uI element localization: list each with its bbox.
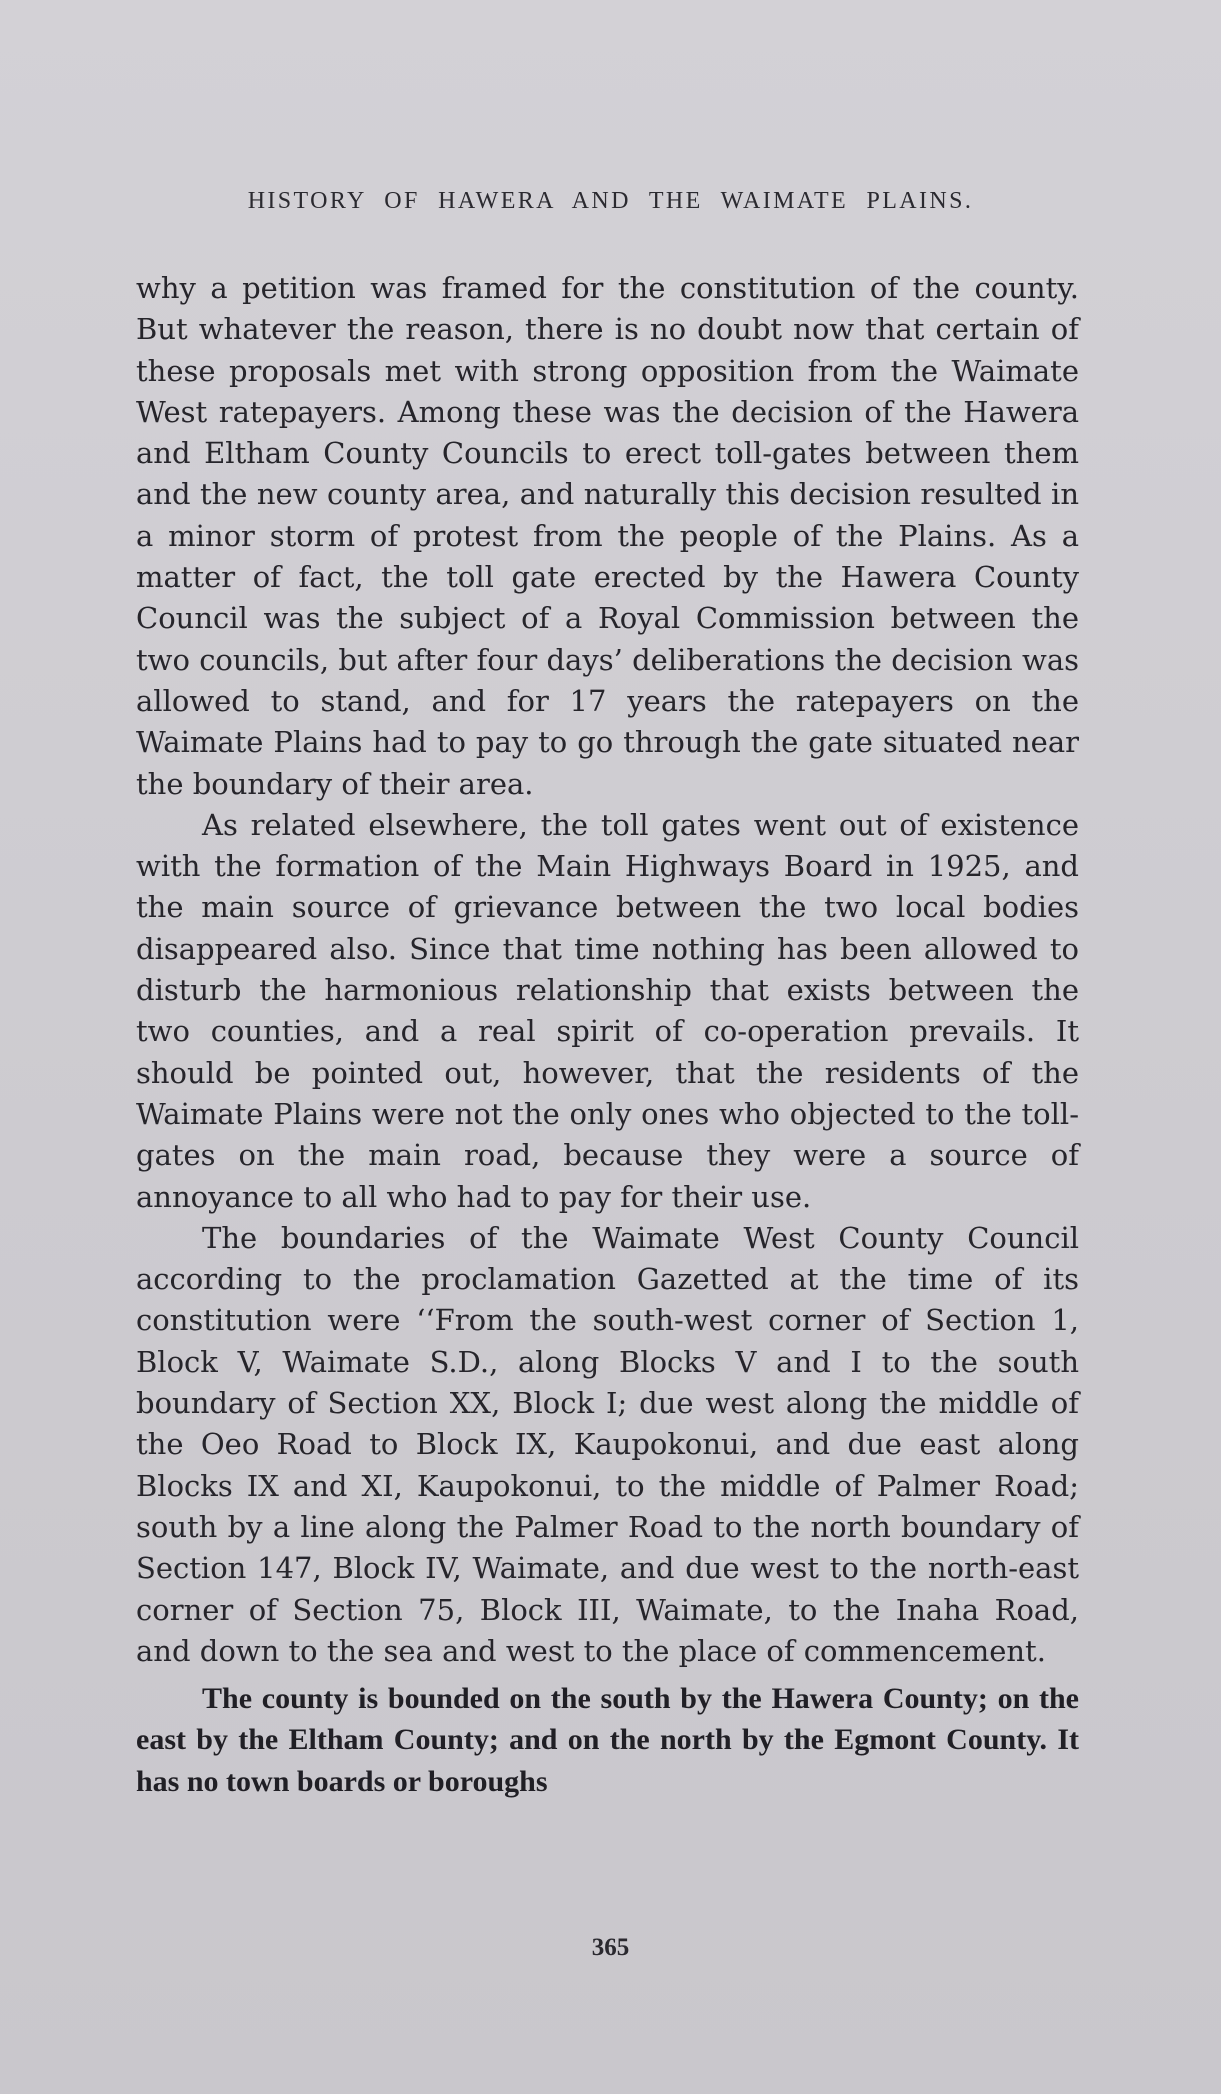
paragraph-county-bounds: The county is bounded on the south by the Hawera County; on the east by the Eltham County; and on the north by the Egmont County. It has no town boards or boroughs (136, 1682, 1079, 1798)
page-number: 365 (591, 1934, 630, 1961)
paragraph-continued: why a petition was framed for the constitution of the county. But whatever the reason, there is no doubt now that certain of these proposals met with strong opposition from the Waimate West ratepayers. Among these was the decision of the Hawera and Eltham County Councils to erect toll-gates between them and the new county area, and naturally this decision resulted in a minor storm of protest from the people of the Plains. As a matter of fact, the toll gate erected by the Hawera County Council was the subject of a Royal Commission between the two councils, but after four days’ deliberations the decision was allowed to stand, and for 17 years the ratepayers on the Waimate Plains had to pay to go through the gate situated near the boundary of their area. (136, 271, 1079, 801)
paragraph-boundaries: The boundaries of the Waimate West County Council according to the proclamation Gazetted at the time of its constitution were ‘‘From the south-west corner of Section 1, Block V, Waimate S.D., along Blocks V and I to the south boundary of Section XX, Block I; due west along the middle of the Oeo Road to Block IX, Kaupokonui, and due east along Blocks IX and XI, Kaupokonui, to the middle of Palmer Road; south by a line along the Palmer Road to the north boundary of Section 147, Block IV, Waimate, and due west to the north-east corner of Section 75, Block III, Waimate, to the Inaha Road, and down to the sea and west to the place of commencement. (136, 1220, 1079, 1668)
body-text (136, 268, 1079, 1802)
running-head: HISTORY OF HAWERA AND THE WAIMATE PLAINS. (247, 188, 974, 214)
paragraph-toll-gates: As related elsewhere, the toll gates went out of existence with the formation of the Main Highways Board in 1925, and the main source of grievance between the two local bodies disappeared also. Since that time nothing has been allowed to disturb the harmonious relationship that exists between the two counties, and a real spirit of co-operation prevails. It should be pointed out, however, that the residents of the Waimate Plains were not the only ones who objected to the toll-gates on the main road, because they were a source of annoyance to all who had to pay for their use. (136, 807, 1079, 1214)
